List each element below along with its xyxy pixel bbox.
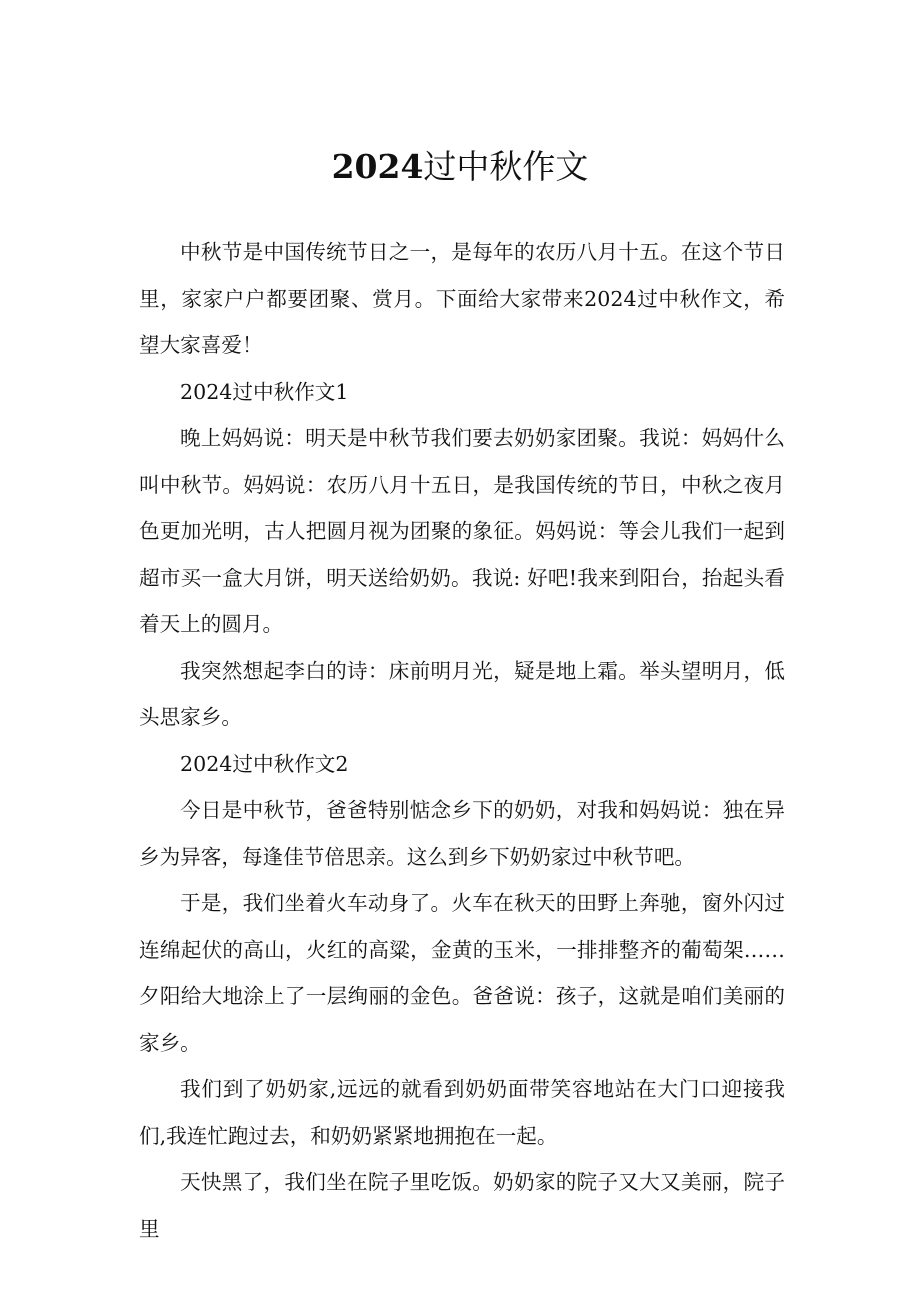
paragraph-essay1-1: 晚上妈妈说：明天是中秋节我们要去奶奶家团聚。我说：妈妈什么叫中秋节。妈妈说：农历八月十五日，是我国传统的节日，中秋之夜月色更加光明，古人把圆月视为团聚的象征。妈妈说：等会儿我们一起到超市买一盒大月饼，明天送给奶奶。我说: 好吧!我来到阳台，抬起头看着天上的圆月。 [139,426,785,636]
title-text: 过中秋作文 [423,147,589,186]
paragraph-intro: 中秋节是中国传统节日之一，是每年的农历八月十五。在这个节日里，家家户户都要团聚、赏月。下面给大家带来2024过中秋作文，希望大家喜爱！ [139,240,785,357]
paragraph-essay2-1: 今日是中秋节，爸爸特别惦念乡下的奶奶，对我和妈妈说：独在异乡为异客，每逢佳节倍思亲。这么到乡下奶奶家过中秋节吧。 [139,798,785,869]
document-body [139,229,785,1252]
section-heading-2: 2024过中秋作文2 [180,751,349,776]
title-number: 2024 [331,147,424,186]
paragraph-essay2-4: 天快黑了，我们坐在院子里吃饭。奶奶家的院子又大又美丽，院子里 [139,1170,785,1241]
paragraph-essay1-2: 我突然想起李白的诗：床前明月光，疑是地上霜。举头望明月，低头思家乡。 [139,658,785,729]
paragraph-essay2-2: 于是，我们坐着火车动身了。火车在秋天的田野上奔驰，窗外闪过连绵起伏的高山，火红的高粱，金黄的玉米，一排排整齐的葡萄架……夕阳给大地涂上了一层绚丽的金色。爸爸说：孩子，这就是咱们美丽的家乡。 [139,891,785,1055]
page-title [0,143,920,191]
paragraph-essay2-3: 我们到了奶奶家,远远的就看到奶奶面带笑容地站在大门口迎接我们,我连忙跑过去，和奶奶紧紧地拥抱在一起。 [139,1077,785,1148]
section-heading-1: 2024过中秋作文1 [180,379,349,404]
